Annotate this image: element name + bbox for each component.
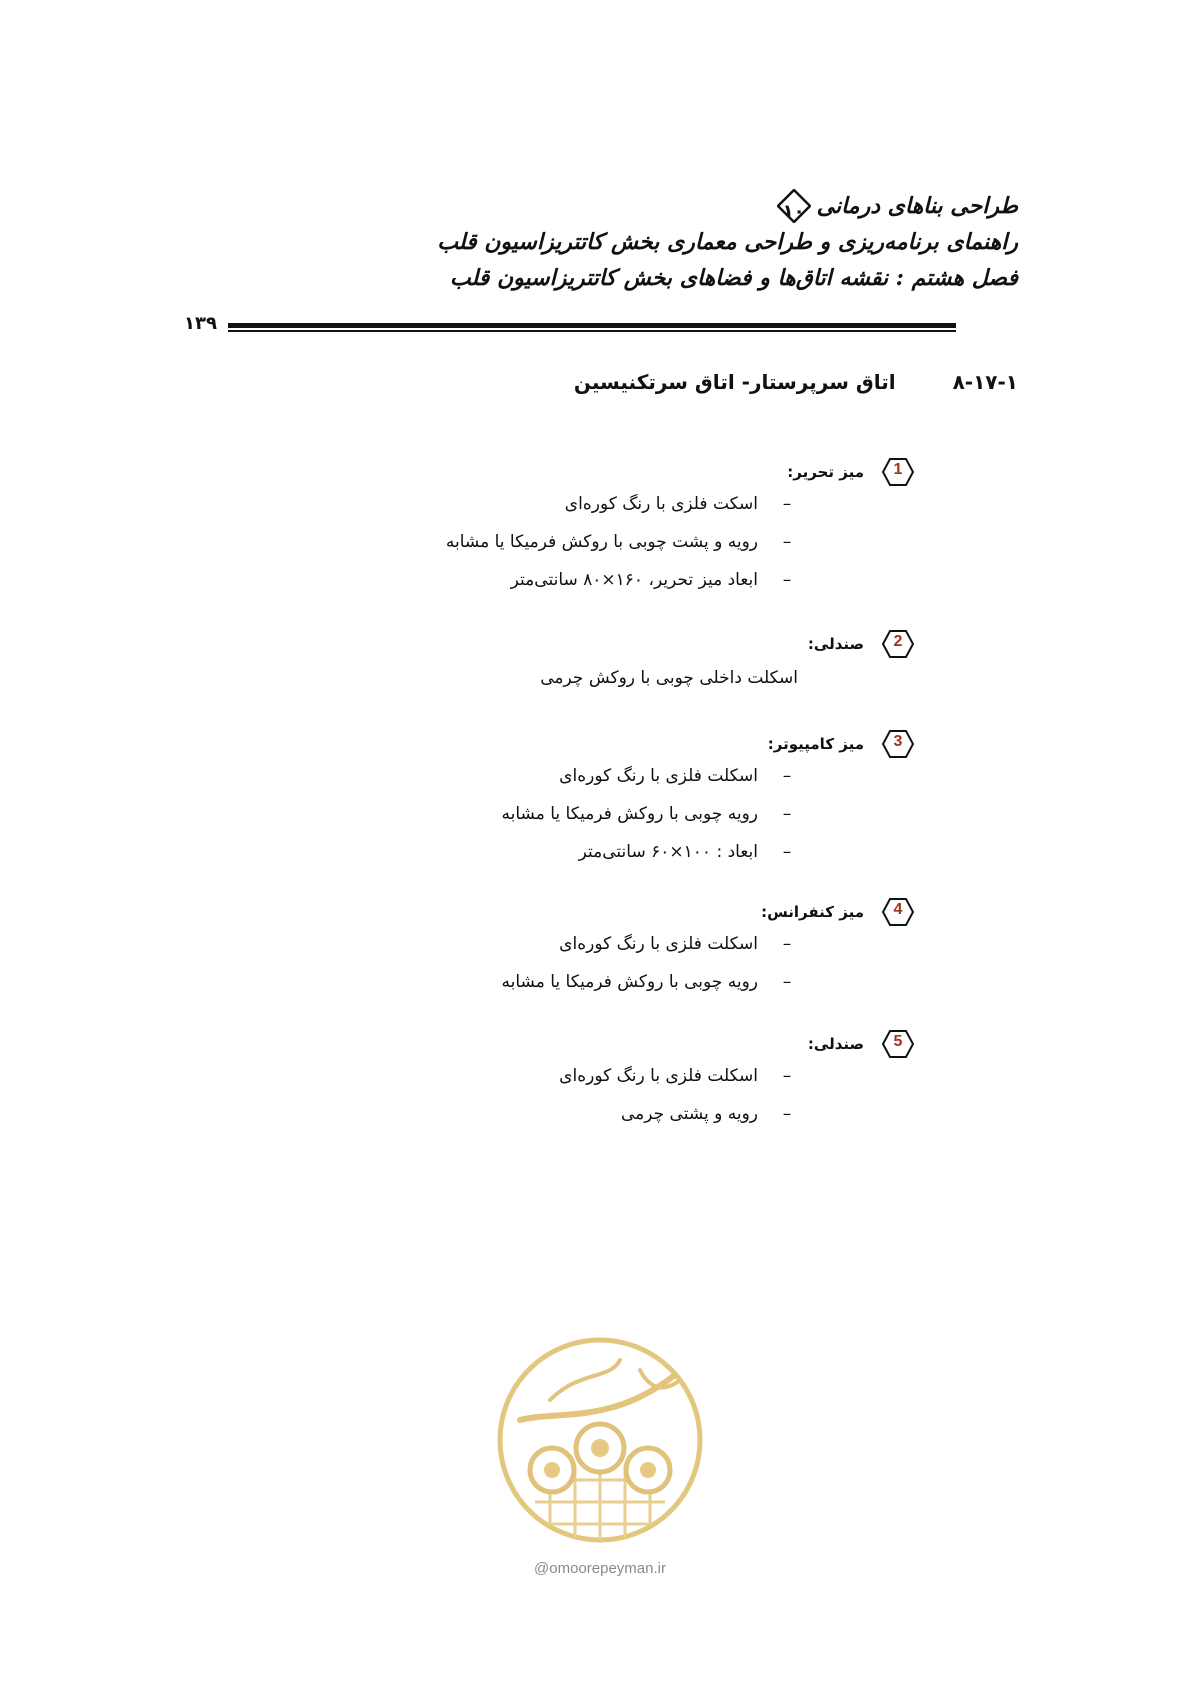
watermark-url: @omoorepeyman.ir bbox=[534, 1560, 666, 1577]
document-header bbox=[378, 188, 1018, 296]
item-title: صندلی: bbox=[807, 635, 864, 653]
header-line-1 bbox=[378, 188, 1018, 224]
list-item-text: اسکلت فلزی با رنگ کوره‌ای bbox=[559, 1066, 758, 1086]
section-title: اتاق سرپرستار- اتاق سرتکنیسین bbox=[573, 370, 896, 394]
item-title: صندلی: bbox=[807, 1035, 864, 1053]
item-description: اسکلت داخلی چوبی با روکش چرمی bbox=[540, 668, 798, 688]
item-number: 2 bbox=[893, 633, 903, 650]
section-number: ۸-۱۷-۱ bbox=[952, 370, 1018, 394]
item-heading bbox=[808, 630, 914, 658]
list-item: –رویه چوبی با روکش فرمیکا یا مشابه bbox=[501, 804, 792, 824]
list-item-text: رویه چوبی با روکش فرمیکا یا مشابه bbox=[501, 804, 758, 824]
list-item: –رویه چوبی با روکش فرمیکا یا مشابه bbox=[501, 972, 792, 992]
page-number: ۱۳۹ bbox=[184, 313, 217, 334]
item-heading bbox=[808, 1030, 914, 1058]
hexagon-number-icon bbox=[882, 1030, 914, 1058]
header-rule-thin bbox=[228, 330, 956, 332]
header-rule-thick bbox=[228, 323, 956, 328]
watermark-logo bbox=[490, 1330, 710, 1550]
item-number: 4 bbox=[893, 901, 903, 918]
item-heading bbox=[787, 458, 914, 486]
item-heading bbox=[761, 898, 914, 926]
list-item-text: ابعاد میز تحریر، ۱۶۰×۸۰ سانتی‌متر bbox=[510, 570, 758, 590]
list-item: –اسکلت فلزی با رنگ کوره‌ای bbox=[559, 1066, 792, 1086]
item-heading bbox=[768, 730, 914, 758]
item-title: میز کنفرانس: bbox=[761, 903, 864, 921]
header-line-2: راهنمای برنامه‌ریزی و طراحی معماری بخش کاتتریزاسیون قلب bbox=[437, 229, 1018, 255]
list-item: –ابعاد میز تحریر، ۱۶۰×۸۰ سانتی‌متر bbox=[510, 570, 792, 590]
hexagon-number-icon bbox=[882, 898, 914, 926]
book-title: طراحی بناهای درمانی bbox=[816, 193, 1018, 219]
item-title: میز کامپیوتر: bbox=[767, 735, 864, 753]
list-item-text: اسکلت فلزی با رنگ کوره‌ای bbox=[559, 934, 758, 954]
item-number: 1 bbox=[893, 461, 903, 478]
item-number: 3 bbox=[893, 733, 903, 750]
volume-number: ۱۰ bbox=[782, 201, 805, 222]
hexagon-number-icon bbox=[882, 730, 914, 758]
item-title: میز تحریر: bbox=[787, 463, 864, 481]
list-item: –رویه و پشتی چرمی bbox=[620, 1104, 792, 1124]
hexagon-number-icon bbox=[882, 630, 914, 658]
list-item-text: اسکت فلزی با رنگ کوره‌ای bbox=[564, 494, 758, 514]
list-item: –رویه و پشت چوبی با روکش فرمیکا یا مشابه bbox=[445, 532, 792, 552]
list-item: –اسکلت فلزی با رنگ کوره‌ای bbox=[559, 934, 792, 954]
list-item-text: رویه چوبی با روکش فرمیکا یا مشابه bbox=[501, 972, 758, 992]
header-rule bbox=[228, 323, 956, 333]
hexagon-number-icon bbox=[882, 458, 914, 486]
header-line-3: فصل هشتم : نقشه اتاق‌ها و فضاهای بخش کاتتریزاسیون قلب bbox=[449, 265, 1018, 291]
list-item-text: رویه و پشتی چرمی bbox=[620, 1104, 758, 1124]
section-heading bbox=[574, 370, 1018, 394]
list-item-text: رویه و پشت چوبی با روکش فرمیکا یا مشابه bbox=[445, 532, 758, 552]
list-item: –اسکلت فلزی با رنگ کوره‌ای bbox=[559, 766, 792, 786]
list-item: –ابعاد : ۱۰۰×۶۰ سانتی‌متر bbox=[578, 842, 792, 862]
list-item: –اسکت فلزی با رنگ کوره‌ای bbox=[564, 494, 792, 514]
list-item-text: اسکلت فلزی با رنگ کوره‌ای bbox=[559, 766, 758, 786]
item-number: 5 bbox=[893, 1033, 903, 1050]
list-item-text: ابعاد : ۱۰۰×۶۰ سانتی‌متر bbox=[578, 842, 758, 862]
volume-badge bbox=[777, 189, 811, 223]
